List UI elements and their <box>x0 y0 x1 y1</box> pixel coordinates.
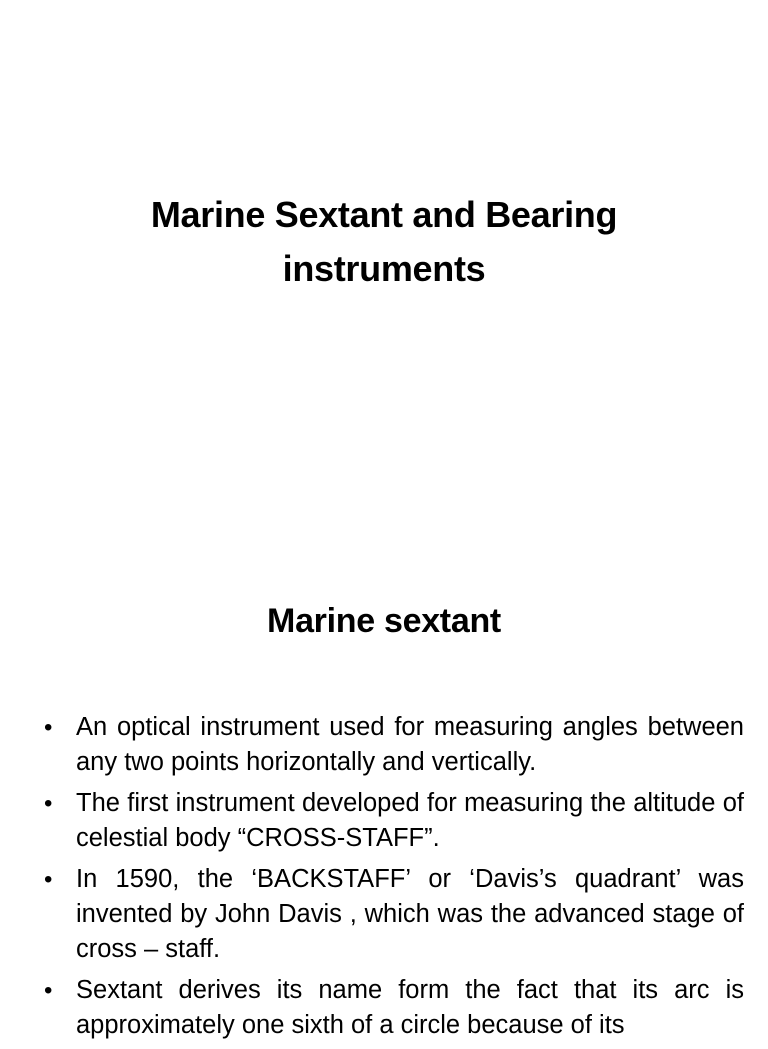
title-slide <box>0 0 768 512</box>
slide-title <box>0 188 768 296</box>
bullet-icon: • <box>44 714 53 741</box>
bullet-icon: • <box>44 866 53 893</box>
bullet-item <box>44 710 744 780</box>
slide-title-line-2: instruments <box>282 248 486 289</box>
bullet-icon: • <box>44 977 53 1004</box>
bullet-icon: • <box>44 790 53 817</box>
bullet-text: The first instrument developed for measuring the altitude of celestial body “CROSS-STAFF”. <box>76 789 744 852</box>
bullet-text: An optical instrument used for measuring angles between any two points horizontally and vertically. <box>76 713 744 776</box>
bullet-text: In 1590, the ‘BACKSTAFF’ or ‘Davis’s quadrant’ was invented by John Davis , which was the advanced stage of cross – staff. <box>76 865 744 963</box>
bullet-text: Sextant derives its name form the fact that its arc is approximately one sixth of a circle because of its <box>76 976 744 1039</box>
bullet-list <box>44 710 744 1049</box>
bullet-item <box>44 973 744 1043</box>
content-slide <box>0 562 768 1039</box>
slide-title-line-1: Marine Sextant and Bearing <box>150 194 618 235</box>
section-heading: Marine sextant <box>267 602 501 640</box>
bullet-item <box>44 786 744 856</box>
bullet-item <box>44 862 744 967</box>
